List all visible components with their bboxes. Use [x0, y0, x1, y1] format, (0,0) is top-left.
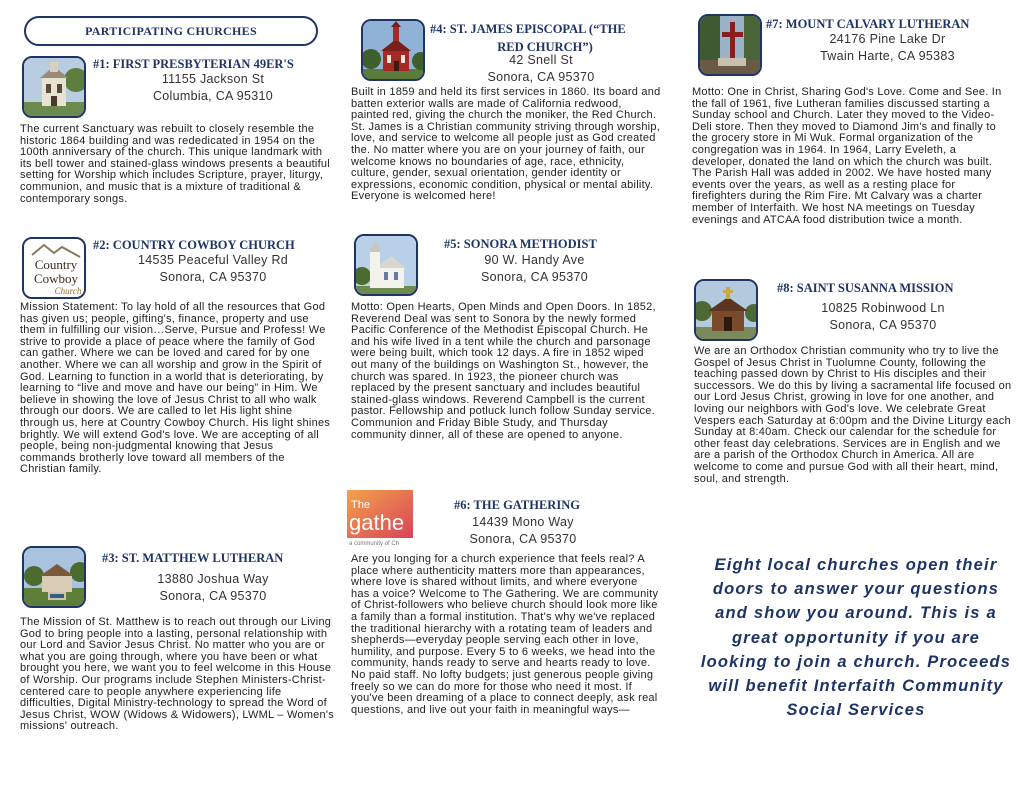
church-6-description: Are you longing for a church experience that feels real? A place where authenticity matters more than appearances, where love is shared without limits, and where everyone has a voice? Welcome to The Gathering. We are community of Christ-followers who believe church should look more like a family than a formal institution. That's why we've replaced the traditional hierarchy with a rotating team of leaders and shepherds—everyday people serving each other in love, humility, and purpose. Every 5 to 6 weeks, we head into the community, hands ready to serve and hearts ready to love. No paid staff. No lofty budgets; just generous people giving freely so we can do more for those who need it most. If you've been dreaming of a place to connect deeply, ask real questions, and live out your faith in meaningful ways— [351, 553, 659, 716]
cowboy-logo-icon [24, 239, 86, 299]
promo-message: Eight local churches open their doors to answer your questions and show you around. This is a great opportunity if you are looking to join a church. Proceeds will benefit Interfaith Community Social Services [700, 556, 1012, 720]
mount-calvary-photo [698, 14, 762, 76]
church-1-description: The current Sanctuary was rebuilt to closely resemble the historic 1864 building and was rededicated in 1954 on the 100th anniversary of the church. This unique landmark with its bell tower and stained-glass windows presents a beautiful setting for Worship which includes Scripture, prayer, liturgy, communion, and music that is a mixture of traditional & contemporary songs. [20, 123, 330, 205]
gathering-logo-icon [347, 490, 413, 548]
church-1-address-street: 11155 Jackson St [161, 72, 265, 86]
church-4-address-city: Sonora, CA 95370 [487, 70, 595, 84]
church-3-description: The Mission of St. Matthew is to reach out through our Living God to bring people into a lasting, personal relationship with our Lord and Savior Jesus Christ. No matter who you are or what you are going through, where you have been or what brought you here, we want you to feel welcome in this House of Worship. Our programs include Stephen Ministers-Christ-centered care to people anywhere experiencing life difficulties, Digital Ministry-technology to spread the Word of Jesus Christ, WOW (Widows & Widowers), LWML – Women's missions' outreach. [20, 616, 335, 733]
church-4-description: Built in 1859 and held its first services in 1860. Its board and batten exterior walls are made of California redwood, painted red, giving the church the moniker, the Red Church. St. James is a Christian community striving through worship, love, and service to welcome all people just as God created the. No matter where you are on your journey of faith, our welcome knows no boundaries of age, race, ethnicity, culture, gender, sexual orientation, gender identity or expressions, economic condition, physical or mental ability. Everyone is welcomed here! [351, 86, 661, 203]
svg-text:Church: Church [54, 286, 82, 296]
svg-text:gathe: gathe [349, 510, 405, 535]
church-7-description: Motto: One in Christ, Sharing God's Love. Come and See. In the fall of 1961, five Lutheran families discussed starting a Sunday school and Church. Later they moved to the Video-Deli store. Then they moved to Diamond Jim's and finally to the grocery store in Mi Wuk. Formal organization of the congregation was in 1964. In 1964, Larry Eveleth, a developer, donated the land on which the church was built. The Parish Hall was added in 2002. We have hosted many events over the years, as well as a resting place for firefighters during the Rim Fire. Mt Calvary was a charter member of Interfaith. We host NA meetings on Tuesday evenings and ATCAA food distribution twice a month. [692, 86, 1002, 226]
church-5-description: Motto: Open Hearts, Open Minds and Open Doors. In 1852, Reverend Deal was sent to Sonora by the newly formed Pacific Conference of the Methodist Episcopal Church. He and his wife lived in a tent while the church and parsonage were being built, which took 12 days. A fire in 1852 wiped out many of the buildings on Washington St., however, the church was spared. In 1923, the pioneer church was replaced by the present sanctuary and includes beautiful stained-glass windows. Reverend Campbell is the current pastor. Fellowship and potluck lunch follow Sunday service. Communion and Friday Bible Study, and Thursday community dinner, all of these are opened to anyone. [351, 301, 656, 441]
st-james-photo [361, 19, 425, 81]
the-gathering-logo [347, 490, 413, 548]
church-7-name: #7: MOUNT CALVARY LUTHERAN [766, 17, 970, 31]
svg-text:a community of Ch: a community of Ch [349, 541, 400, 547]
church-5-address-street: 90 W. Handy Ave [484, 253, 585, 267]
church-3-address-city: Sonora, CA 95370 [159, 589, 267, 603]
svg-text:The: The [351, 499, 370, 511]
church-4-name-line2: RED CHURCH”) [497, 40, 593, 54]
svg-text:Country: Country [34, 257, 78, 272]
church-5-address-city: Sonora, CA 95370 [481, 270, 588, 284]
church-photo-icon [24, 58, 86, 118]
church-8-name: #8: SAINT SUSANNA MISSION [777, 281, 954, 295]
church-photo-icon [24, 548, 86, 608]
church-3-name: #3: ST. MATTHEW LUTHERAN [102, 551, 284, 565]
participating-churches-header: PARTICIPATING CHURCHES [24, 16, 318, 46]
saint-susanna-photo [694, 279, 758, 341]
church-2-address-city: Sonora, CA 95370 [159, 270, 267, 284]
church-1-name: #1: FIRST PRESBYTERIAN 49ER'S [93, 57, 294, 71]
church-4-address-street: 42 Snell St [509, 53, 573, 67]
church-1-address-city: Columbia, CA 95310 [152, 89, 274, 103]
red-church-photo-icon [363, 21, 425, 81]
svg-text:Cowboy: Cowboy [33, 271, 79, 286]
sonora-methodist-photo [354, 234, 418, 296]
church-6-address-street: 14439 Mono Way [472, 515, 574, 529]
church-7-address-city: Twain Harte, CA 95383 [820, 49, 955, 63]
country-cowboy-logo [22, 237, 86, 299]
church-6-address-city: Sonora, CA 95370 [469, 532, 577, 546]
church-4-name-line1: #4: ST. JAMES EPISCOPAL (“THE [430, 22, 626, 36]
st-matthew-photo [22, 546, 86, 608]
church-5-name: #5: SONORA METHODIST [444, 237, 597, 251]
church-8-address-city: Sonora, CA 95370 [829, 318, 937, 332]
church-2-description: Mission Statement: To lay hold of all the resources that God has given us; people, gifting's, finance, property and use them in fulfilling our vision…Serve, Pursue and Profess! We strive to provide a place of peace where the family of God can gather. Where we can be loved and cared for by one another. Where we can all worship and grow in the Spirit of God. Learning to function in a world that is deteriorating, by learning to “live and move and have our being” in Him. We believe in showing the love of Jesus Christ to all who walk through our doors. We are called to let His light shine through us, here at Country Cowboy Church. His light shines brightly. We will extend God's love. We are accepting of all people, being non-judgmental knowing that Jesus commands brotherly love toward all members of the Christian family. [20, 301, 331, 476]
church-2-name: #2: COUNTRY COWBOY CHURCH [93, 238, 295, 252]
church-8-address-street: 10825 Robinwood Ln [821, 301, 945, 315]
white-church-photo-icon [356, 236, 418, 296]
church-2-address-street: 14535 Peaceful Valley Rd [137, 253, 289, 267]
church-6-name: #6: THE GATHERING [454, 498, 580, 512]
chapel-photo-icon [696, 281, 758, 341]
first-presbyterian-photo [22, 56, 86, 118]
cross-photo-icon [700, 16, 762, 76]
church-3-address-street: 13880 Joshua Way [157, 572, 269, 586]
church-8-description: We are an Orthodox Christian community who try to live the Gospel of Jesus Christ in Tuolumne County, following the teaching passed down by Christ to His disciples and their successors. We do this by living a sacramental life focused on our Lord Jesus Christ, growing in love for one another, and loving our neighbors with God's love. We celebrate Great Vespers each Saturday at 6:00pm and the Divine Liturgy each Sunday at 8:40am. Check our calendar for the schedule for other feast day celebrations. Services are in English and we are a parish of the Orthodox Church in America. All are welcome to come and pursue God with all their heart, mind, soul, and strength. [694, 345, 1012, 485]
church-7-address-street: 24176 Pine Lake Dr [829, 32, 946, 46]
